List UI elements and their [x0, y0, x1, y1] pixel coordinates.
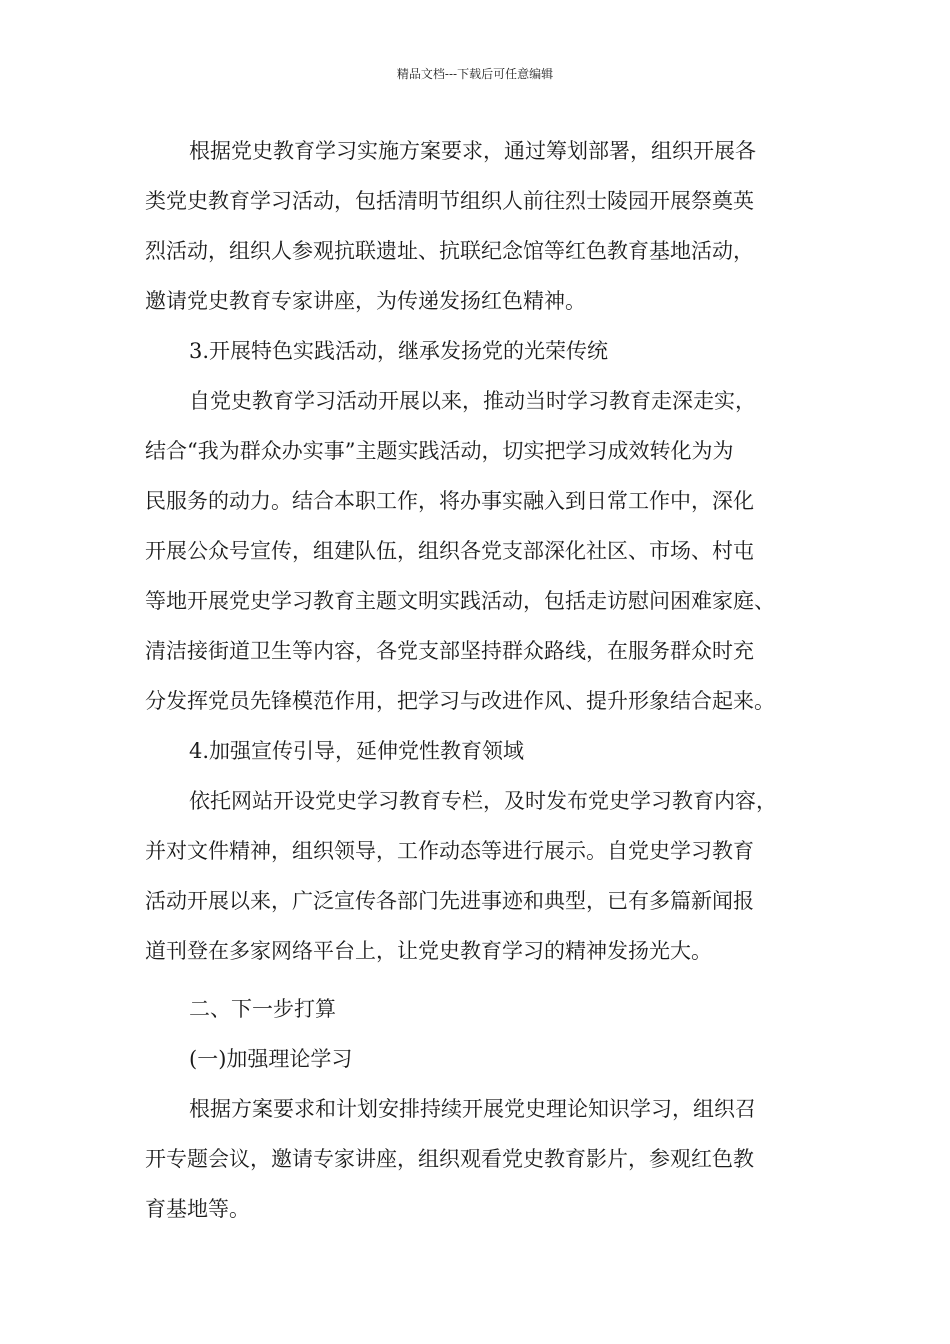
- text-line: 烈活动，组织人参观抗联遗址、抗联纪念馆等红色教育基地活动，: [145, 239, 754, 263]
- text-line: 活动开展以来，广泛宣传各部门先进事迹和典型，已有多篇新闻报: [145, 889, 754, 913]
- text-line: 开展公众号宣传，组建队伍，组织各党支部深化社区、市场、村屯: [145, 539, 754, 563]
- paragraph-3: [145, 776, 815, 976]
- text-line: 依托网站开设党史学习教育专栏，及时发布党史学习教育内容，: [189, 789, 777, 813]
- text-line: 清洁接街道卫生等内容，各党支部坚持群众路线，在服务群众时充: [145, 639, 754, 663]
- paragraph-gap: [145, 976, 815, 984]
- section-heading-4: [145, 726, 815, 776]
- heading-line: 二、下一步打算: [189, 997, 336, 1021]
- text-line: 民服务的动力。结合本职工作，将办事实融入到日常工作中，深化: [145, 489, 754, 513]
- text-line: 自党史教育学习活动开展以来，推动当时学习教育走深走实，: [189, 389, 756, 413]
- section-heading-3: [145, 326, 815, 376]
- text-line: 根据方案要求和计划安排持续开展党史理论知识学习，组织召: [189, 1097, 756, 1121]
- heading-line: 3.开展特色实践活动，继承发扬党的光荣传统: [189, 339, 609, 363]
- text-line: 道刊登在多家网络平台上，让党史教育学习的精神发扬光大。: [145, 939, 712, 963]
- text-line: 开专题会议，邀请专家讲座，组织观看党史教育影片，参观红色教: [145, 1147, 754, 1171]
- text-line: 育基地等。: [145, 1197, 250, 1221]
- document-body: [145, 126, 815, 1234]
- text-line: 分发挥党员先锋模范作用，把学习与改进作风、提升形象结合起来。: [145, 689, 775, 713]
- section-heading-next-steps: [145, 984, 815, 1034]
- paragraph-2: [145, 376, 815, 726]
- paragraph-1: [145, 126, 815, 326]
- heading-line: (一)加强理论学习: [189, 1047, 353, 1071]
- text-line: 类党史教育学习活动，包括清明节组织人前往烈士陵园开展祭奠英: [145, 189, 754, 213]
- page-header: 精品文档---下载后可任意编辑: [396, 67, 554, 81]
- text-line: 并对文件精神，组织领导，工作动态等进行展示。自党史学习教育: [145, 839, 754, 863]
- text-line: 邀请党史教育专家讲座，为传递发扬红色精神。: [145, 289, 586, 313]
- text-line: 等地开展党史学习教育主题文明实践活动，包括走访慰问困难家庭、: [145, 589, 775, 613]
- paragraph-4: [145, 1084, 815, 1234]
- heading-line: 4.加强宣传引导，延伸党性教育领域: [189, 739, 525, 763]
- text-line: 结合“我为群众办实事”主题实践活动，切实把学习成效转化为为: [145, 439, 734, 463]
- subsection-heading-1: [145, 1034, 815, 1084]
- text-line: 根据党史教育学习实施方案要求，通过筹划部署，组织开展各: [189, 139, 756, 163]
